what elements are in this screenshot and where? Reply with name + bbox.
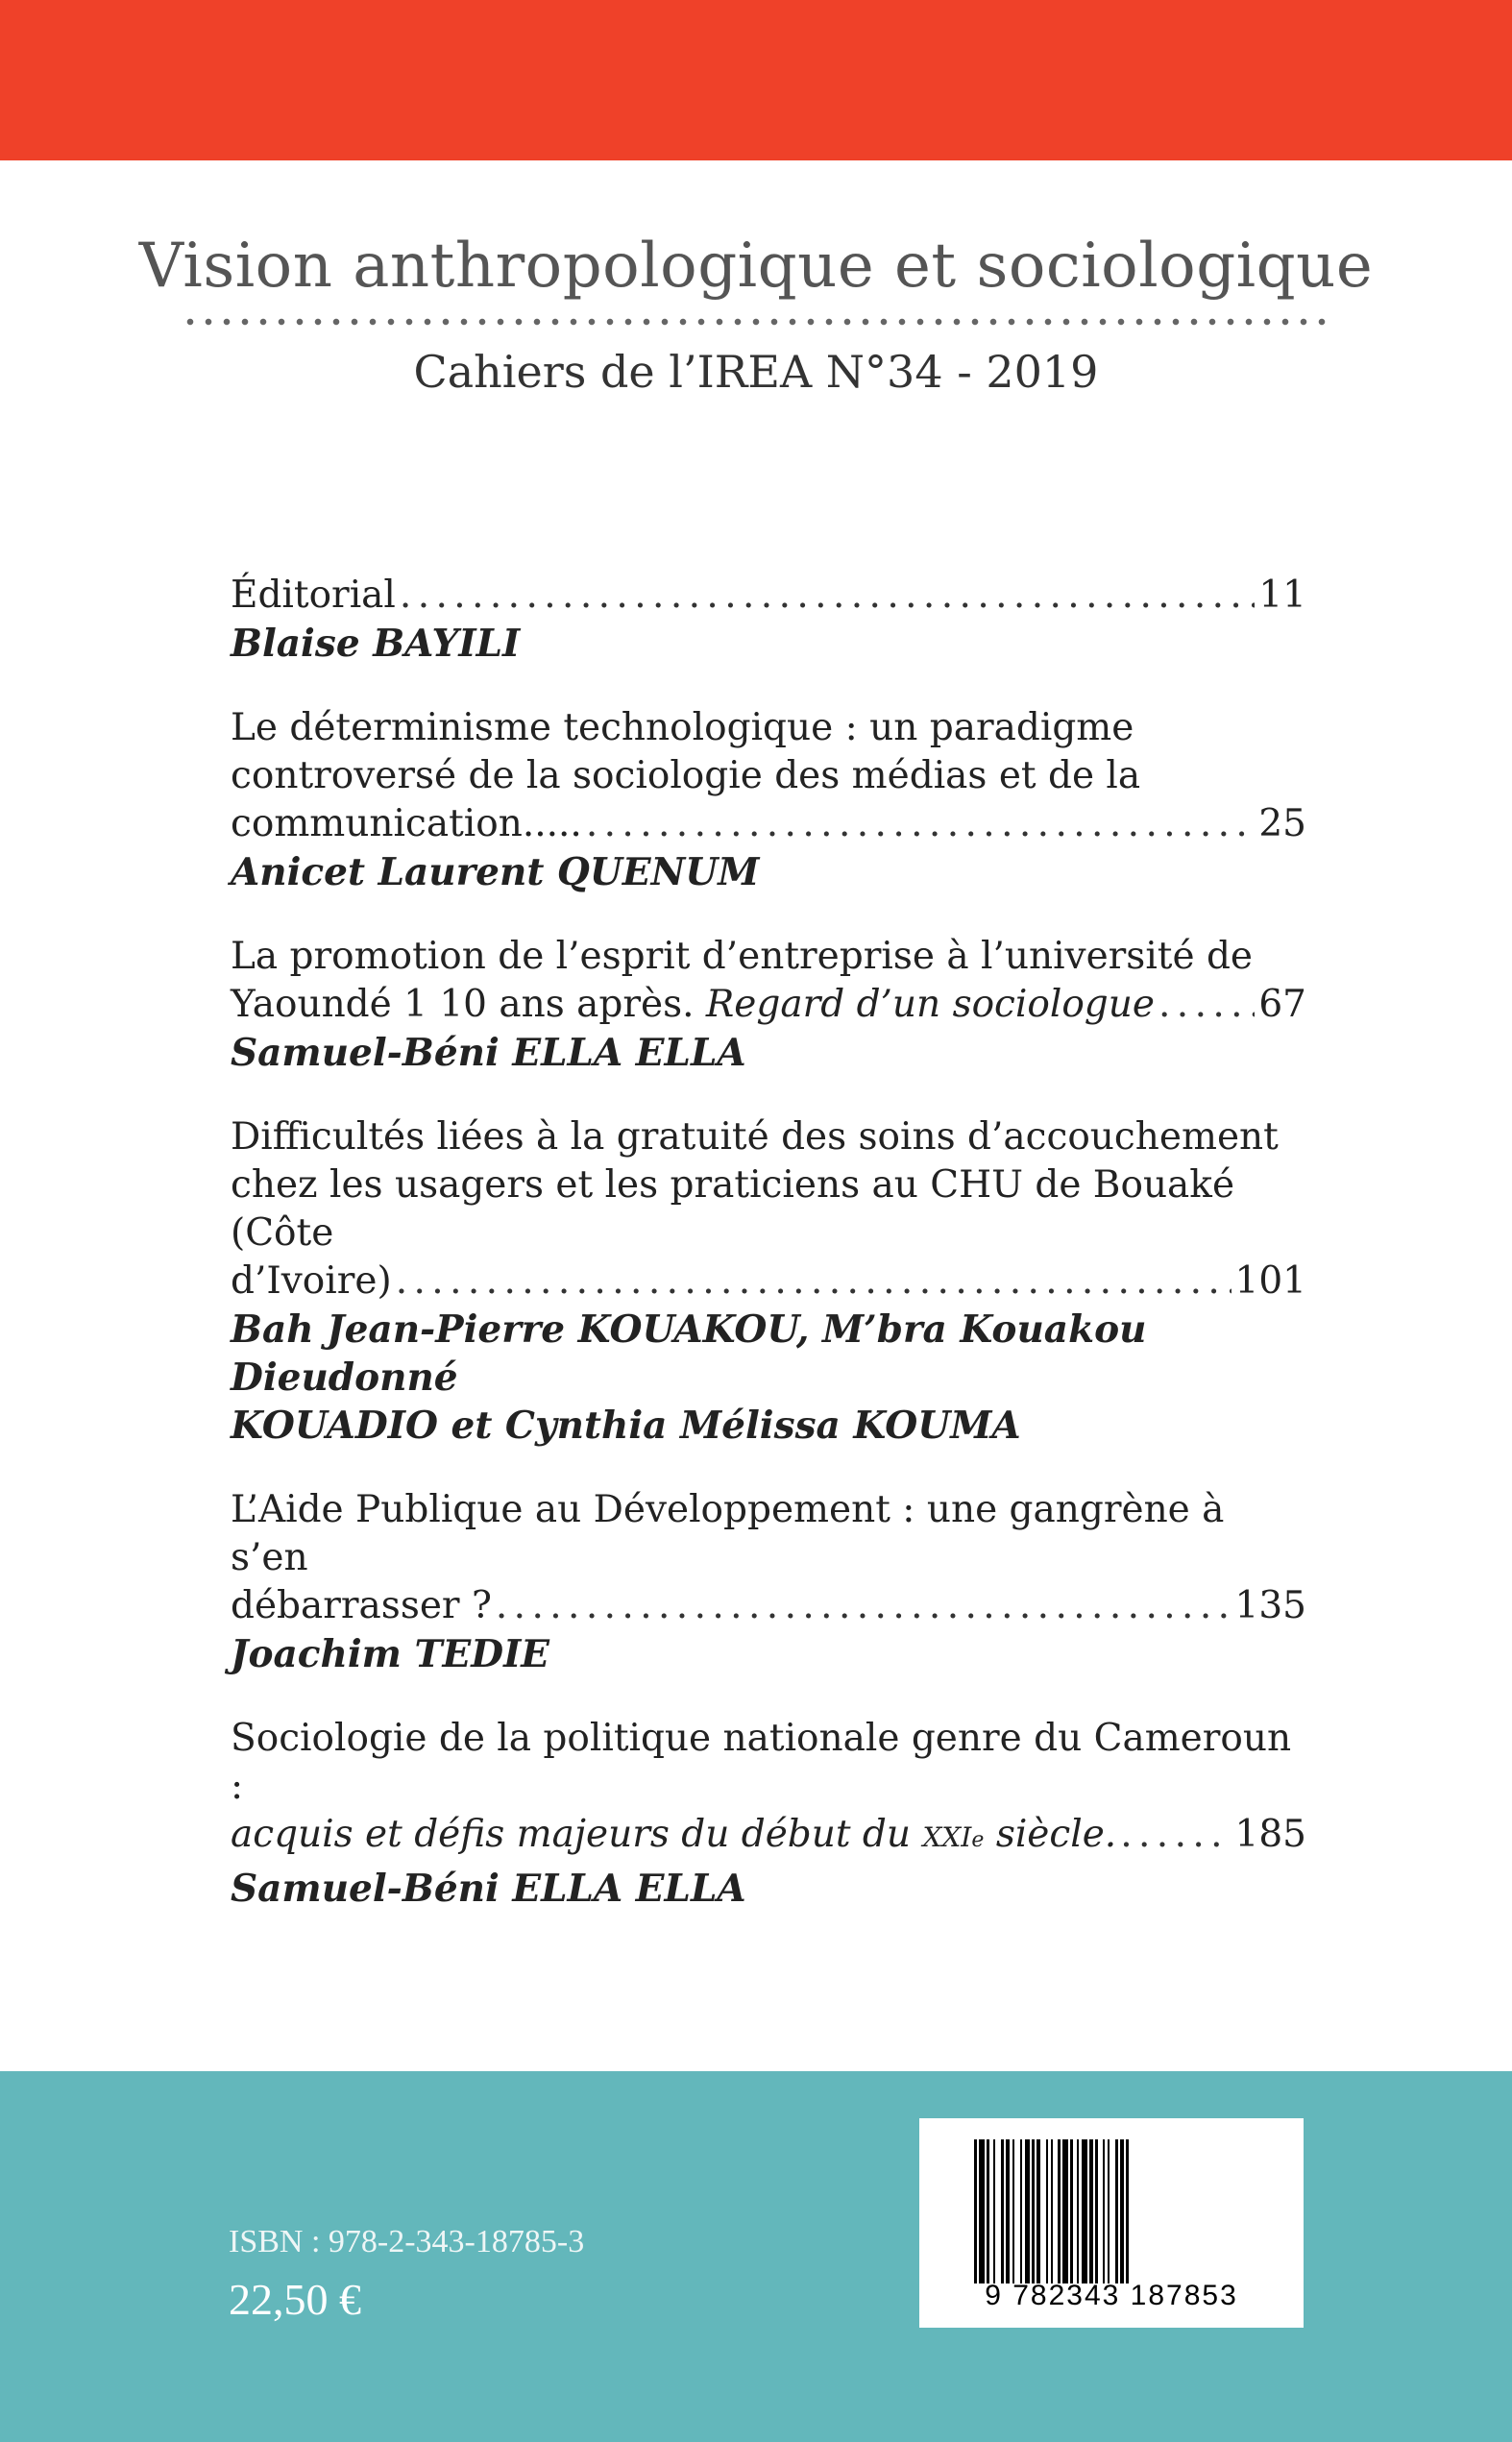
barcode-bar — [1020, 2139, 1022, 2283]
dotted-divider — [180, 315, 1332, 329]
barcode-bar — [1126, 2139, 1129, 2283]
barcode-bar — [1062, 2139, 1068, 2283]
toc-line — [231, 1258, 1306, 1306]
series-title: Vision anthropologique et sociologique — [138, 231, 1374, 302]
barcode-bar — [1036, 2139, 1040, 2283]
barcode-bar — [1070, 2139, 1073, 2283]
toc-line — [231, 572, 1306, 620]
barcode-bar — [1046, 2139, 1048, 2283]
issue-subtitle: Cahiers de l’IREA N°34 - 2019 — [413, 346, 1099, 398]
toc-title: Éditorial — [231, 574, 396, 617]
isbn-text: ISBN : 978-2-343-18785-3 — [229, 2224, 585, 2259]
toc-title-italic: Regard d’un sociologue — [705, 983, 1155, 1026]
toc-author: Joachim TEDIE — [231, 1632, 550, 1676]
barcode-bar — [1120, 2139, 1124, 2283]
toc-page: 185 — [1234, 1813, 1306, 1856]
century-numeral: XXI — [922, 1821, 972, 1853]
toc-title-line: controversé de la sociologie des médias et de la — [231, 754, 1141, 797]
toc-entry — [231, 704, 1306, 896]
toc-author: Anicet Laurent QUENUM — [231, 850, 760, 894]
toc-page: 25 — [1258, 802, 1306, 845]
toc-page: 67 — [1258, 983, 1306, 1026]
barcode-bar — [1115, 2139, 1118, 2283]
barcode-bar — [979, 2139, 985, 2283]
barcode-bar — [1051, 2139, 1053, 2283]
toc-title-line: La promotion de l’esprit d’entreprise à l’université de — [231, 935, 1253, 978]
toc-title-line: Le déterminisme technologique : un paradigme — [231, 706, 1134, 749]
barcode-bar — [1001, 2139, 1004, 2283]
toc-author: Bah Jean-Pierre KOUAKOU, M’bra Kouakou Dieudonné — [231, 1307, 1147, 1400]
barcode-bar — [1077, 2139, 1079, 2283]
toc-title: communication..... — [231, 802, 582, 845]
toc-entry — [231, 1113, 1306, 1450]
toc-title-line: Difficultés liées à la gratuité des soins d’accouchement — [231, 1115, 1279, 1159]
toc-entry — [231, 1715, 1306, 1913]
dot-leader — [1158, 981, 1255, 1029]
toc-page: 11 — [1258, 574, 1306, 617]
toc-title: Yaoundé 1 10 ans après. — [231, 983, 695, 1026]
barcode-bar — [1012, 2139, 1014, 2283]
barcode-bar — [1058, 2139, 1061, 2283]
dot-leader — [586, 800, 1256, 848]
barcode-bar — [1025, 2139, 1030, 2283]
barcode-bar — [1089, 2139, 1093, 2283]
toc-page: 101 — [1234, 1259, 1306, 1303]
barcode-bar — [1082, 2139, 1087, 2283]
toc-author: Samuel-Béni ELLA ELLA — [231, 1867, 746, 1911]
barcode-bar — [1103, 2139, 1105, 2283]
toc-author: Blaise BAYILI — [231, 622, 521, 666]
barcode-bar — [1006, 2139, 1010, 2283]
barcode-bar — [1108, 2139, 1110, 2283]
barcode-bar — [993, 2139, 995, 2283]
price-text: 22,50 € — [229, 2275, 361, 2324]
dot-leader — [1120, 1811, 1231, 1859]
barcode-bar — [1032, 2139, 1035, 2283]
toc-author: KOUADIO et Cynthia Mélissa KOUMA — [231, 1404, 1021, 1448]
top-color-band — [0, 0, 1512, 160]
toc-title-line: Sociologie de la politique nationale genre du Cameroun : — [231, 1717, 1292, 1808]
toc-line — [231, 1811, 1306, 1865]
cover-header — [0, 231, 1512, 398]
barcode-number: 9 782343 187853 — [985, 2280, 1238, 2311]
toc-entry — [231, 933, 1306, 1077]
toc-title: d’Ivoire) — [231, 1259, 392, 1303]
toc-title-italic: acquis et défis majeurs du début du — [231, 1813, 912, 1856]
barcode-bars — [974, 2139, 1253, 2283]
table-of-contents — [231, 572, 1306, 1949]
barcode-bar — [1095, 2139, 1098, 2283]
toc-entry — [231, 572, 1306, 668]
toc-page: 135 — [1234, 1584, 1306, 1627]
barcode — [919, 2118, 1304, 2328]
toc-title-italic: siècle. — [995, 1813, 1117, 1856]
toc-title: débarrasser ? — [231, 1584, 492, 1627]
toc-author: Samuel-Béni ELLA ELLA — [231, 1031, 746, 1075]
toc-title-line: chez les usagers et les praticiens au CHU de Bouaké (Côte — [231, 1163, 1235, 1255]
toc-line — [231, 1582, 1306, 1630]
century-superscript: e — [971, 1828, 985, 1852]
barcode-bar — [974, 2139, 977, 2283]
toc-entry — [231, 1486, 1306, 1678]
dot-leader — [396, 1258, 1232, 1306]
toc-title-line: L’Aide Publique au Développement : une gangrène à s’en — [231, 1488, 1225, 1579]
barcode-bar — [987, 2139, 989, 2283]
toc-line — [231, 981, 1306, 1029]
dot-leader — [400, 572, 1255, 620]
toc-line — [231, 800, 1306, 848]
dot-leader — [496, 1582, 1232, 1630]
